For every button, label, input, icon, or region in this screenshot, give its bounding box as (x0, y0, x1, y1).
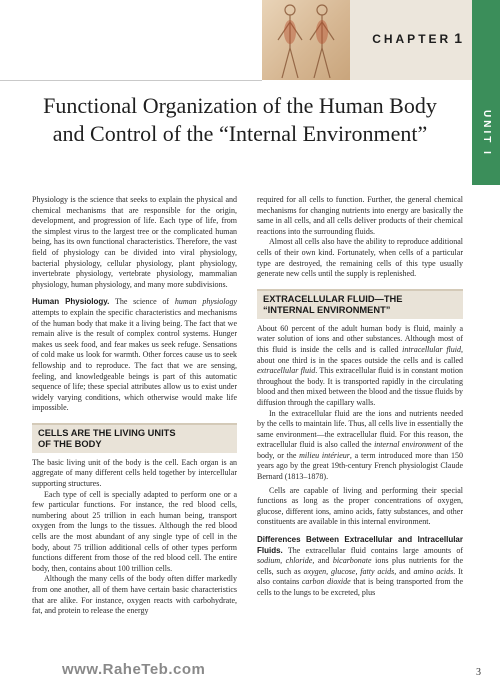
chapter-title: Functional Organization of the Human Body and Control of the “Internal Environment” (43, 93, 437, 146)
run-in-heading: Differences Between Extracellular and Intracellular Fluids. (257, 535, 463, 555)
unit-label: UNIT I (481, 110, 492, 157)
chapter-label: CHAPTER 1 (372, 30, 462, 46)
run-in-heading: Human Physiology. (32, 297, 110, 307)
paragraph: About 60 percent of the adult human body is fluid, mainly a water solution of ions and other substances. Although most of this fluid is inside the cells and is called intracellular fluid, about one third is in the spaces outside the cells and is called extracellular fluid. This extracellular fluid is in constant motion throughout the body. It is transported rapidly in the circulating blood and then mixed between the blood and the tissue fluids by diffusion through the capillary walls. (257, 323, 464, 407)
watermark: www.RaheTeb.com (62, 661, 206, 678)
section-heading-box (257, 289, 463, 319)
left-column (32, 195, 237, 617)
anatomy-figures-icon (262, 0, 350, 80)
section-heading: CELLS ARE THE LIVING UNITS OF THE BODY (38, 427, 176, 449)
right-column (257, 195, 463, 599)
paragraph: The basic living unit of the body is the cell. Each organ is an aggregate of many different cells held together by intercellular supporting structures. (32, 457, 237, 489)
header-rule (0, 80, 262, 81)
paragraph: Physiology is the science that seeks to explain the physical and chemical mechanisms that are responsible for the origin, development, and progression of life. Each type of life, from the simplest virus to the largest tree or the complicated human being, has its own functional characteristics. Therefore, the vast field of physiology can be divided into viral physiology, bacterial physiology, cellular physiology, plant physiology, invertebrate physiology, vertebrate physiology, mammalian physiology, human physiology, and many more subdivisions. (32, 195, 237, 289)
paragraph: Differences Between Extracellular and Intracellular Fluids. The extracellular fluid contains large amounts of sodium, chloride, and bicarbonate ions plus nutrients for the cells, such as oxygen, glucose, fatty acids, and amino acids. It also contains carbon dioxide that is being transported from the cells to the lungs to be excreted, plus (257, 535, 463, 597)
paragraph: Each type of cell is specially adapted to perform one or a few particular functions. For instance, the red blood cells, numbering about 25 trillion in each human being, transport oxygen from the lungs to the tissues. Although the red blood cells are the most abundant of any single type of cell in the body, about 75 trillion additional cells of other types perform functions different from those of the red blood cell. The entire body, then, contains about 100 trillion cells. (32, 489, 237, 573)
unit-tab (472, 0, 500, 185)
paragraph: required for all cells to function. Further, the general chemical mechanisms for changing nutrients into energy are basically the same in all cells, and all cells deliver products of their chemical reactions into the surrounding fluids. (257, 195, 463, 236)
paragraph: In the extracellular fluid are the ions and nutrients needed by the cells to maintain life. Thus, all cells live in essentially the same environment—the extracellular fluid. For this reason, the extracellular fluid is also called the internal environment of the body, or the milieu intérieur, a term introduced more than 150 years ago by the great 19th-century French physiologist Claude Bernard (1813–1878). (257, 408, 464, 482)
paragraph: Human Physiology. The science of human physiology attempts to explain the specific characteristics and mechanisms of the human body that make it a living being. The fact that we remain alive is the result of complex control systems. Hunger makes us seek food, and fear makes us seek refuge. Sensations of cold make us look for warmth. Other forces cause us to seek fellowship and to reproduce. The fact that we are sensing, feeling, and knowledgeable beings is part of this automatic sequence of life; these special attributes allow us to exist under widely varying conditions, which otherwise would make life impossible. (32, 297, 238, 413)
section-heading: EXTRACELLULAR FLUID—THE “INTERNAL ENVIRONMENT” (263, 293, 403, 315)
section-heading-box (32, 423, 237, 453)
chapter-number: 1 (454, 30, 462, 46)
paragraph: Almost all cells also have the ability to reproduce additional cells of their own kind. Fortunately, when cells of a particular type are destroyed, the remaining cells of this type usually generate new cells until the supply is replenished. (257, 237, 463, 279)
page-number: 3 (476, 667, 481, 678)
paragraph: Although the many cells of the body often differ markedly from one another, all of them have certain basic characteristics that are alike. For instance, oxygen reacts with carbohydrate, fat, and protein to release the energy (32, 574, 237, 616)
paragraph: Cells are capable of living and performing their special functions as long as the proper concentrations of oxygen, glucose, different ions, amino acids, fatty substances, and other constituents are available in this internal environment. (257, 485, 463, 527)
chapter-box (350, 0, 472, 80)
anatomy-illustration (262, 0, 350, 80)
